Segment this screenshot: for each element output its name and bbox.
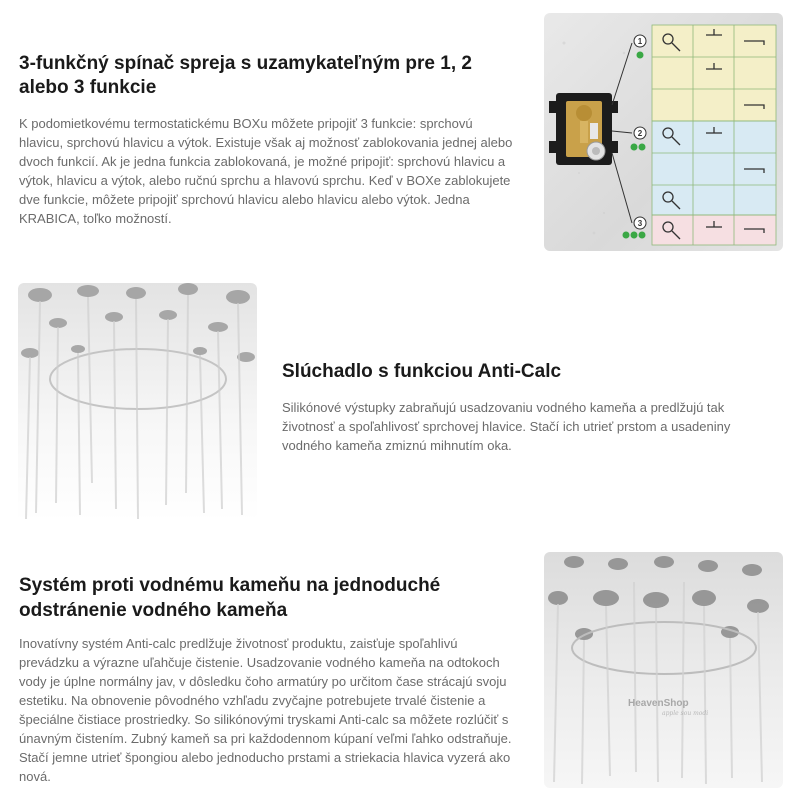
row-marker-1: 1	[637, 37, 643, 46]
nozzles-svg-2	[544, 552, 783, 788]
function-grid	[652, 25, 776, 245]
row-number-markers	[634, 35, 646, 229]
anti-calc-nozzles-image	[18, 283, 257, 521]
check-icons	[623, 52, 646, 239]
shower-head-nozzles-image	[544, 552, 783, 788]
nozzles-svg-1	[18, 283, 257, 521]
section-title-anti-calc: Slúchadlo s funkciou Anti-Calc	[282, 361, 562, 382]
thermostatic-box	[549, 93, 618, 165]
section-title-limescale: Systém proti vodnému kameňu na jednoduché odstránenie vodného kameňa	[19, 575, 441, 621]
switch-diagram-svg	[544, 13, 783, 251]
section-title-switch: 3-funkčný spínač spreja s uzamykateľným pre 1, 2 alebo 3 funkcie	[19, 53, 472, 98]
heavenshop-watermark: HeavenShop	[628, 698, 689, 709]
row-marker-3: 3	[637, 219, 643, 228]
section-body-anti-calc: Silikónové výstupky zabraňujú usadzovaniu vodného kameňa a predlžujú tak životnosť a spoľahlivosť sprchovej hlavice. Stačí ich utrieť prstom a usadeniny vodného kameňa zmiznú mihnutím oka.	[282, 400, 731, 453]
section-body-limescale: Inovatívny systém Anti-calc predlžuje životnosť produktu, zaisťuje spoľahlivú prevádzku a výrazne uľahčuje čistenie. Usadzovanie vodného kameňa na odtokoch vody je úplne normálny jav, v dôsledku čoho armatúry po určitom čase strácajú svoju estetiku. Na obnovenie pôvodného vzhľadu zvyčajne potrebujete trvalé čistenie a špeciálne čistiace prostriedky. So silikónovými tryskami Anti-calc sa môžete rozlúčiť s únavným čistením. Zubný kameň sa pri každodennom kúpaní veľmi ľahko odstraňuje. Stačí jemne utrieť špongiou alebo jednoducho prstami a striekacia hlavica vyzerá ako nová.	[19, 636, 512, 784]
section-body-switch: K podomietkovému termostatickému BOXu môžete pripojiť 3 funkcie: sprchovú hlavicu, sprchovú hlavicu a výtok. Existuje však aj možnosť zablokovania jednej alebo dvoch funkcií. Ak je jedna funkcia zablokovaná, je možné pripojiť: sprchovú hlavicu a výtok, hlavicu a výtok, alebo ručnú sprchu a hlavovú sprchu. Keď v BOXe zablokujete dve funkcie, môžete pripojiť sprchovú hlavicu alebo hlavicu alebo výtok. Jedna KRABICA, toľko možností.	[19, 116, 513, 226]
switch-diagram-image	[544, 13, 783, 251]
row-marker-2: 2	[637, 129, 643, 138]
heavenshop-watermark-sub: apple sou modi	[662, 710, 709, 717]
